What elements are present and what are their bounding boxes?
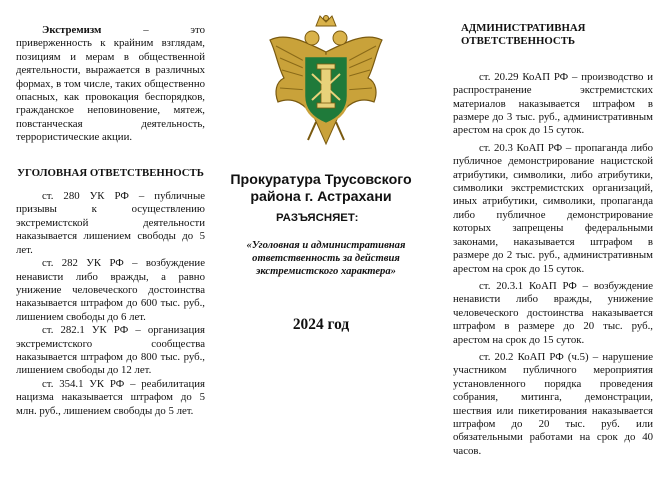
admin-article-20-2: ст. 20.2 КоАП РФ (ч.5) – нарушение участником публичного мероприятия установленного порядка проведения собрания, митинга, демонстрации, шествия или пикетирования наказывается штрафом до 20 тыс. руб. или обязательными работами на срок до 40 часов. [453,350,653,457]
admin-liability-heading: АДМИНИСТРАТИВНАЯ ОТВЕТСТВЕННОСТЬ [461,22,586,48]
brochure-year: 2024 год [292,316,350,333]
left-column [16,24,205,418]
criminal-article-282-1: ст. 282.1 УК РФ – организация экстремистского сообщества наказывается штрафом до 800 тыс. руб., лишением свободы до 12 лет. [16,324,205,377]
extremism-term: Экстремизм [42,24,102,36]
extremism-definition [16,24,205,145]
brochure-subject: «Уголовная и административная ответственность за действия экстремистского характера» [246,240,406,277]
admin-article-20-29: ст. 20.29 КоАП РФ – производство и распространение экстремистских материалов наказывается штрафом в размере до 3 тыс. руб., административным арестом на срок до 15 суток. [453,70,653,137]
right-column [453,22,653,458]
admin-article-20-3: ст. 20.3 КоАП РФ – пропаганда либо публичное демонстрирование нацистской атрибутики, символики, либо атрибутики, символики экстремистских организаций, иных атрибутики, символики, пропаганда либо публичное демонстрирование которых запрещены федеральными законами, наказывается штрафом в размере до 2 тыс. руб., административным арестом на срок до 15 суток. [453,141,653,275]
admin-article-20-3-1: ст. 20.3.1 КоАП РФ – возбуждение ненависти либо вражды, унижение человеческого достоинства наказывается штрафом в размере до 20 тыс. руб., арестом на срок до 15 суток. [453,279,653,346]
explains-label: РАЗЪЯСНЯЕТ: [276,212,359,224]
criminal-article-280: ст. 280 УК РФ – публичные призывы к осуществлению экстремистской деятельности наказывается лишением свободы до 5 лет. [16,190,205,256]
org-name: Прокуратура Трусовского района г. Астрахани [230,172,412,205]
criminal-liability-heading: УГОЛОВНАЯ ОТВЕТСТВЕННОСТЬ [17,166,204,179]
criminal-article-354-1: ст. 354.1 УК РФ – реабилитация нацизма наказывается штрафом до 5 млн. руб., лишением свободы до 5 лет. [16,377,205,417]
extremism-definition-text: – это приверженность к крайним взглядам, позициям и мерам в общественной деятельности, выражается в различных формах, в том числе, таких общественно опасных, как провокация беспорядков, гражданское неповиновение, мятеж, повстанческая деятельность, террористические акции. [16,24,205,144]
prosecutor-emblem-icon [266,12,386,162]
criminal-article-282: ст. 282 УК РФ – возбуждение ненависти либо вражды, а равно унижение человеческого достоинства наказывается штрафом до 600 тыс. руб., лишением свободы до 6 лет. [16,257,205,323]
